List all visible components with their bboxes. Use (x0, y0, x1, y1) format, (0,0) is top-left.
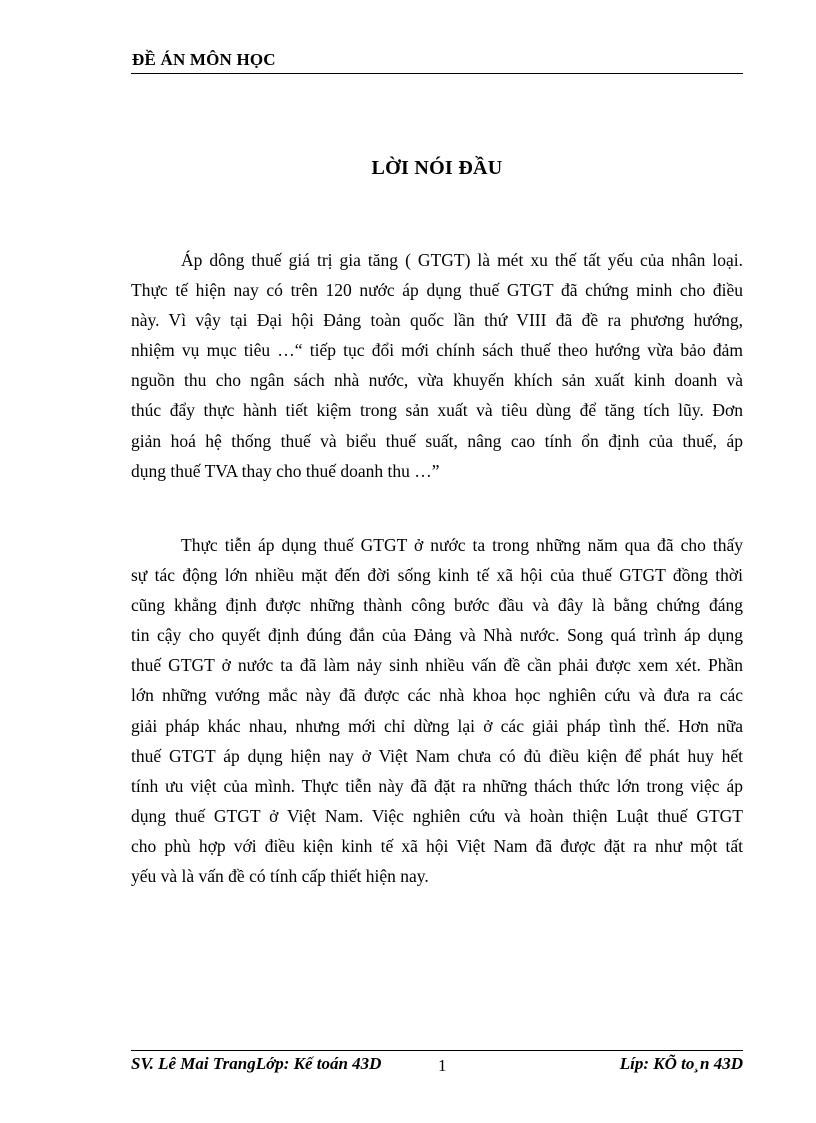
paragraph-line: cũng khẳng định được những thành công bước đầu và đây là bằng chứng đáng (131, 595, 743, 616)
page-title: LỜI NÓI ĐẦU (371, 157, 503, 179)
paragraph-line: thuế GTGT ở nước ta đã làm nảy sinh nhiều vấn đề cần phải được xem xét. Phần (131, 655, 743, 676)
paragraph-line: dụng thuế GTGT ở Việt Nam. Việc nghiên cứu và hoàn thiện Luật thuế GTGT (131, 805, 743, 826)
paragraph-line: dụng thuế TVA thay cho thuế doanh thu …” (131, 460, 440, 481)
footer-author: SV. Lê Mai TrangLớp: Kế toán 43D (131, 1054, 382, 1073)
paragraph-line: Thực tế hiện nay có trên 120 nước áp dụng thuế GTGT đã chứng minh cho điều (131, 280, 743, 301)
paragraph-line: tin cậy cho quyết định đúng đắn của Đảng và Nhà nước. Song quá trình áp dụng (131, 625, 743, 646)
paragraph-line: Áp dông thuế giá trị gia tăng ( GTGT) là mét xu thế tất yếu của nhân loại. (181, 250, 743, 270)
paragraph-line: nguồn thu cho ngân sách nhà nước, vừa khuyến khích sản xuất kinh doanh và (131, 370, 743, 391)
paragraph-line: này. Vì vậy tại Đại hội Đảng toàn quốc lần thứ VIII đã đề ra phương hướng, (131, 310, 743, 331)
header-rule (131, 73, 743, 74)
footer-rule (131, 1050, 743, 1051)
footer-class: Líp: KÕ to¸n 43D (619, 1054, 743, 1073)
paragraph-line: yếu và là vấn đề có tính cấp thiết hiện nay. (131, 866, 429, 887)
paragraph-1 (131, 245, 743, 486)
page-footer (131, 1054, 743, 1078)
paragraph-line: nhiệm vụ mục tiêu …“ tiếp tục đổi mới chính sách thuế theo hướng vừa bảo đảm (131, 340, 743, 361)
paragraph-line: cho phù hợp với điều kiện kinh tế xã hội Việt Nam đã được đặt ra như một tất (131, 835, 743, 856)
paragraph-line: giải pháp khác nhau, nhưng mới chỉ dừng lại ở các giải pháp tình thế. Hơn nữa (131, 715, 743, 736)
paragraph-line: tính ưu việt của mình. Thực tiễn này đã đặt ra những thách thức lớn trong việc áp (131, 775, 743, 796)
paragraph-line: thuế GTGT áp dụng hiện nay ở Việt Nam chưa có đủ điều kiện để phát huy hết (131, 745, 743, 766)
paragraph-line: lớn những vướng mắc này đã được các nhà khoa học nghiên cứu và đưa ra các (131, 685, 743, 706)
document-header-title: ĐỀ ÁN MÔN HỌC (132, 50, 276, 69)
paragraph-2 (131, 530, 743, 891)
paragraph-line: sự tác động lớn nhiều mặt đến đời sống kinh tế xã hội của thuế GTGT đồng thời (131, 565, 743, 586)
paragraph-line: Thực tiễn áp dụng thuế GTGT ở nước ta trong những năm qua đã cho thấy (181, 535, 743, 555)
paragraph-line: giản hoá hệ thống thuế và biểu thuế suất, nâng cao tính ổn định của thuế, áp (131, 430, 743, 451)
paragraph-line: thúc đẩy thực hành tiết kiệm trong sản xuất và tiêu dùng để tăng tích lũy. Đơn (131, 400, 743, 421)
page-number: 1 (438, 1056, 447, 1075)
